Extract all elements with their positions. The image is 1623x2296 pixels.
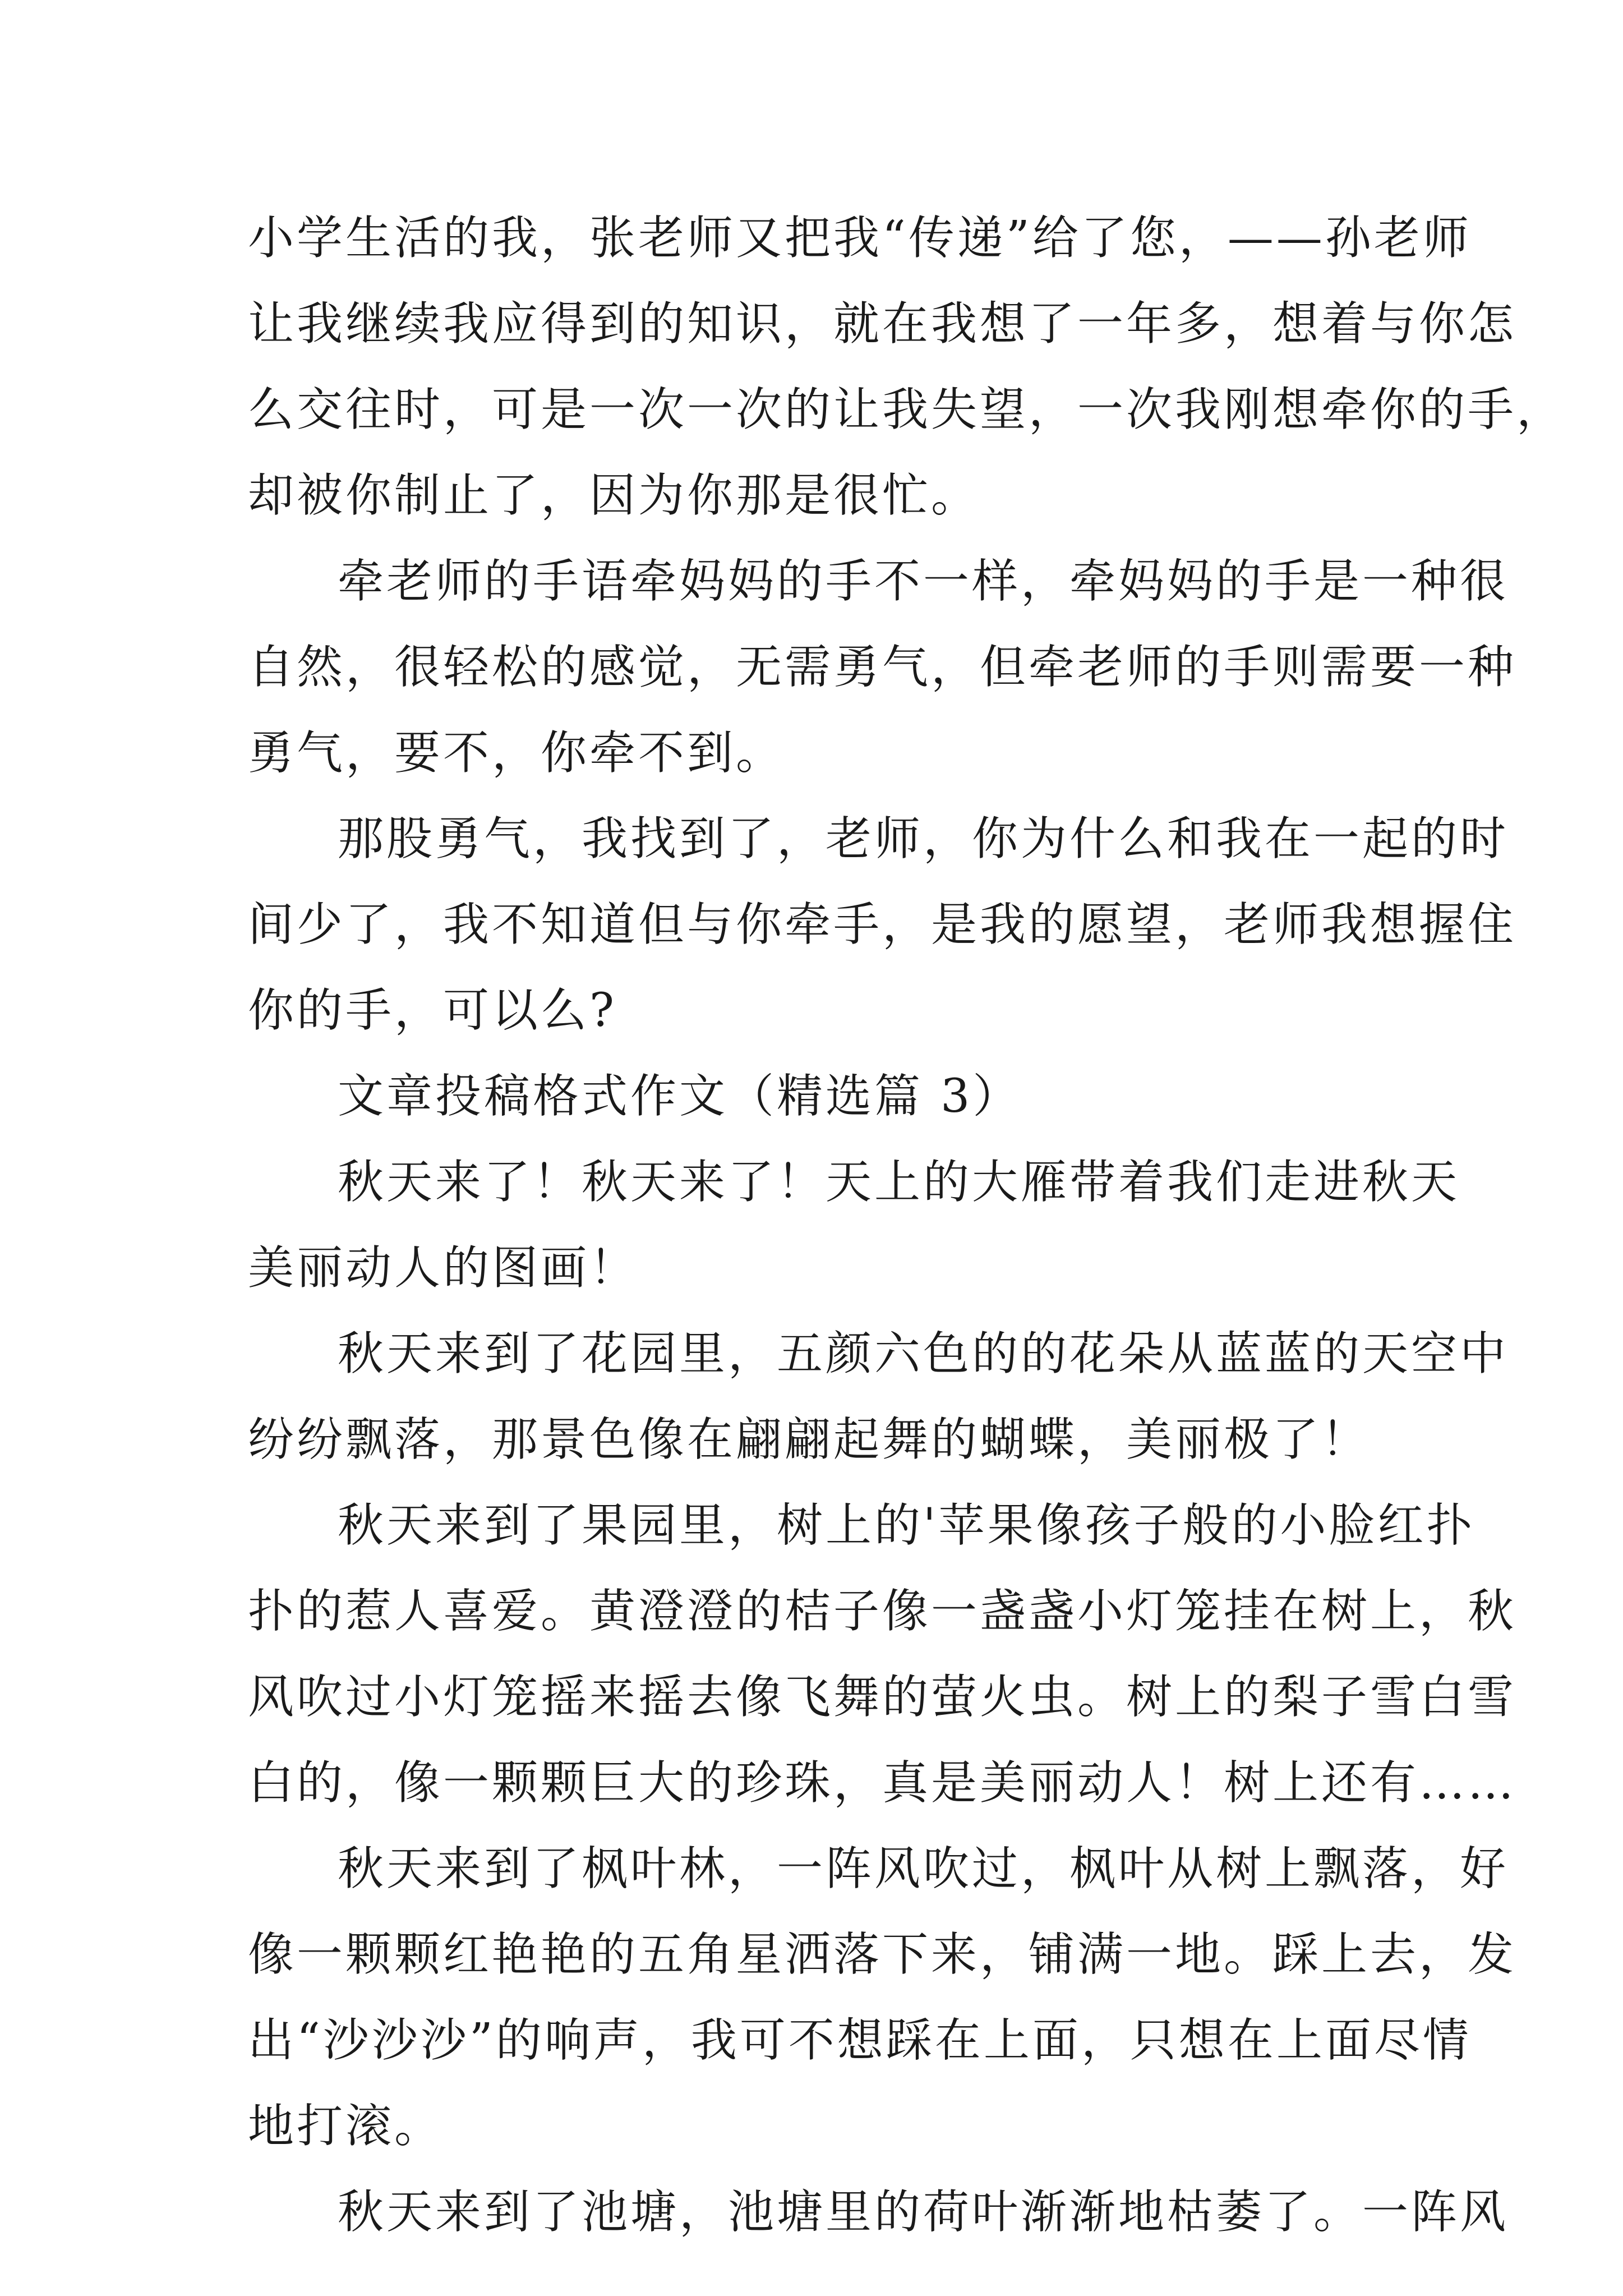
section-heading — [248, 1053, 1386, 1139]
heading-line: 文章投稿格式作文（精选篇 3） — [338, 1070, 1022, 1123]
text-line: 秋天来到了池塘，池塘里的荷叶渐渐地枯萎了。一阵风 — [338, 2185, 1509, 2239]
paragraph — [248, 796, 1517, 1053]
text-line: 间少了，我不知道但与你牵手，是我的愿望，老师我想握住 — [248, 898, 1517, 951]
text-line: 那股勇气，我找到了，老师，你为什么和我在一起的时 — [338, 812, 1509, 866]
text-line: 扑的惹人喜爱。黄澄澄的桔子像一盏盏小灯笼挂在树上，秋 — [248, 1585, 1517, 1638]
text-line: 白的，像一颗颗巨大的珍珠，真是美丽动人！树上还有…… — [248, 1756, 1517, 1810]
paragraph — [248, 1139, 1460, 1311]
text-line: 你的手，可以么? — [248, 984, 617, 1037]
text-line: 勇气，要不，你牵不到。 — [248, 726, 785, 780]
paragraph — [248, 2169, 1509, 2255]
text-line: 秋天来了！秋天来了！天上的大雁带着我们走进秋天 — [338, 1156, 1460, 1209]
paragraph — [248, 195, 1566, 539]
text-line: 出“沙沙沙”的响声，我可不想踩在上面，只想在上面尽情 — [248, 2014, 1472, 2067]
text-line: 么交往时，可是一次一次的让我失望，一次我刚想牵你的手， — [248, 383, 1566, 436]
text-line: 让我继续我应得到的知识，就在我想了一年多，想着与你怎 — [248, 297, 1517, 351]
text-line: 风吹过小灯笼摇来摇去像飞舞的萤火虫。树上的梨子雪白雪 — [248, 1671, 1517, 1724]
text-line: 像一颗颗红艳艳的五角星洒落下来，铺满一地。踩上去，发 — [248, 1928, 1517, 1981]
paragraph — [248, 1826, 1517, 2169]
paragraph — [248, 539, 1517, 796]
text-line: 却被你制止了，因为你那是很忙。 — [248, 469, 980, 522]
paragraph — [248, 1311, 1509, 1483]
text-line: 纷纷飘落，那景色像在翩翩起舞的蝴蝶，美丽极了！ — [248, 1413, 1371, 1466]
text-line: 美丽动人的图画！ — [248, 1241, 639, 1295]
text-line: 地打滚。 — [248, 2100, 444, 2153]
text-line: 秋天来到了枫叶林，一阵风吹过，枫叶从树上飘落，好 — [338, 1842, 1509, 1895]
text-line: 小学生活的我，张老师又把我“传递”给了您，——孙老师 — [248, 211, 1472, 265]
text-line: 秋天来到了果园里，树上的'苹果像孩子般的小脸红扑 — [338, 1499, 1476, 1552]
text-line: 牵老师的手语牵妈妈的手不一样，牵妈妈的手是一种很 — [338, 555, 1509, 608]
text-line: 自然，很轻松的感觉，无需勇气，但牵老师的手则需要一种 — [248, 641, 1517, 694]
paragraph — [248, 1483, 1517, 1826]
body-text — [248, 195, 1566, 2255]
text-line: 秋天来到了花园里，五颜六色的的花朵从蓝蓝的天空中 — [338, 1327, 1509, 1381]
